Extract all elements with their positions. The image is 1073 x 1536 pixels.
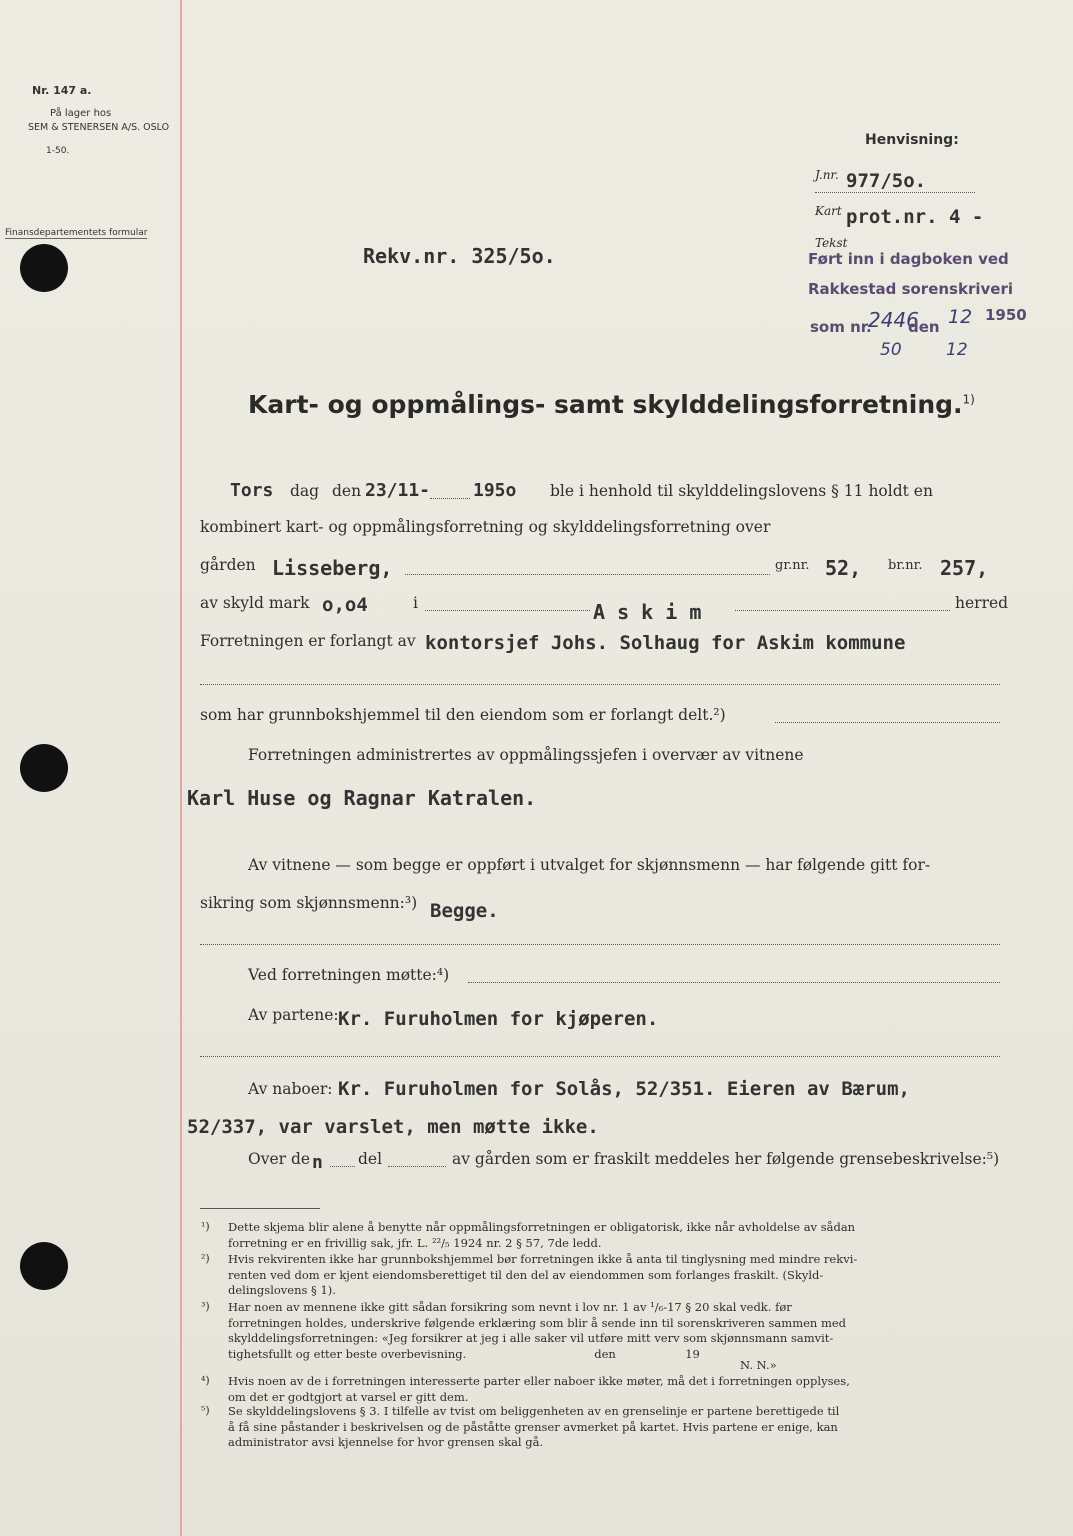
rekv-number: Rekv.nr. 325/5o. bbox=[363, 244, 556, 268]
footnote-line: Hvis rekvirenten ikke har grunnbokshjemmel bør forretningen ikke å anta til tinglysning med mindre rekvi- bbox=[228, 1252, 858, 1266]
requested-by: kontorsjef Johs. Solhaug for Askim kommune bbox=[425, 632, 906, 654]
den-label: den bbox=[332, 482, 362, 500]
jnr-label: J.nr. bbox=[815, 168, 839, 182]
mote-label: Ved forretningen møtte:⁴) bbox=[248, 966, 450, 984]
footnote-line: delingslovens § 1). bbox=[228, 1283, 336, 1297]
over-label: Over de bbox=[248, 1150, 311, 1168]
footnote-line: skylddelingsforretningen: «Jeg forsikrer at jeg i alle saker vil utføre mitt verv som skjønnsmann samvit- bbox=[228, 1331, 834, 1345]
del-label: del bbox=[358, 1150, 383, 1168]
skyld-value: o,o4 bbox=[322, 594, 368, 616]
admin-line: Forretningen administrertes av oppmålingssjefen i overvær av vitnene bbox=[248, 746, 804, 764]
farm-name: Lisseberg, bbox=[272, 556, 393, 580]
requested-label: Forretningen er forlangt av bbox=[200, 632, 416, 650]
municipality: A s k i m bbox=[593, 600, 702, 624]
page-title: Kart- og oppmålings- samt skylddelingsforretning.$^{1)}$ bbox=[248, 390, 975, 419]
form-source: Finansdepartementets formular bbox=[5, 228, 148, 238]
stamp-number-sub: 50 bbox=[880, 340, 902, 360]
grnr-value: 52, bbox=[825, 556, 862, 580]
municipality-dotline-right bbox=[735, 610, 950, 611]
grnr-label: gr.nr. bbox=[775, 558, 810, 573]
stamp-line-2: Rakkestad sorenskriveri bbox=[808, 280, 1013, 298]
stock-line-2: SEM & STENERSEN A/S. OSLO bbox=[28, 122, 170, 133]
footnote-number: ⁴) bbox=[201, 1374, 210, 1387]
mote-dotline bbox=[468, 982, 1000, 983]
punch-hole-bottom bbox=[20, 1242, 68, 1290]
footnote-rule bbox=[200, 1208, 320, 1209]
witnesses: Karl Huse og Ragnar Katralen. bbox=[187, 786, 537, 810]
requested-dotline bbox=[200, 684, 1000, 685]
over-tail: av gården som er fraskilt meddeles her følgende grensebeskrivelse:⁵) bbox=[452, 1150, 1000, 1168]
brnr-value: 257, bbox=[940, 556, 989, 580]
partene-label: Av partene: bbox=[248, 1006, 339, 1024]
over-value: n bbox=[312, 1152, 323, 1173]
footnote-number: ¹) bbox=[201, 1220, 210, 1233]
jnr-dotline bbox=[815, 192, 975, 193]
footnote-line: om det er godtgjort at varsel er gitt dem. bbox=[228, 1389, 469, 1404]
municipality-dotline-left bbox=[425, 610, 590, 611]
footnote-number: ³) bbox=[201, 1300, 210, 1313]
stamp-number: 2446 bbox=[868, 308, 919, 332]
date-code: 1-50. bbox=[46, 146, 70, 156]
kart-label: Kart bbox=[815, 204, 842, 218]
i-label: i bbox=[413, 594, 418, 612]
footnote-line: Dette skjema blir alene å benytte når oppmålingsforretningen er obligatorisk, ikke når avholdelse av sådan bbox=[228, 1220, 856, 1234]
dag-label: dag bbox=[290, 482, 320, 500]
stamp-year: 1950 bbox=[985, 306, 1027, 324]
stamp-day: 12 bbox=[948, 306, 973, 328]
farm-dotline bbox=[405, 574, 770, 575]
form-number: Nr. 147 a. bbox=[32, 84, 92, 97]
brnr-label: br.nr. bbox=[888, 558, 923, 573]
stamp-line-3: som nr. bbox=[810, 318, 872, 336]
grunnbok-dotline bbox=[775, 722, 1000, 723]
body-line-1: ble i henhold til skylddelingslovens § 11 holdt en bbox=[550, 482, 933, 500]
henvisning-label: Henvisning: bbox=[865, 132, 959, 148]
av-vitnene-line: Av vitnene — som begge er oppført i utvalget for skjønnsmenn — har følgende gitt for- bbox=[248, 856, 931, 874]
body-line-2: kombinert kart- og oppmålingsforretning og skylddelingsforretning over bbox=[200, 518, 771, 536]
forsikring-dotline bbox=[200, 944, 1000, 945]
forsikring-label: sikring som skjønnsmenn:³) bbox=[200, 894, 418, 912]
footnote-line: Hvis noen av de i forretningen interesserte parter eller naboer ikke møter, må det i forretningen opplyses, bbox=[228, 1374, 850, 1388]
skyld-label: av skyld mark bbox=[200, 594, 310, 612]
naboer-value-2: 52/337, var varslet, men møtte ikke. bbox=[187, 1116, 599, 1138]
punch-hole-middle bbox=[20, 744, 68, 792]
stock-line-1: På lager hos bbox=[50, 108, 112, 119]
naboer-label: Av naboer: bbox=[248, 1080, 333, 1098]
footnote-line: N. N.» bbox=[740, 1358, 777, 1372]
partene-dotline bbox=[200, 1056, 1000, 1057]
partene-value: Kr. Furuholmen for kjøperen. bbox=[338, 1008, 659, 1030]
footnote-number: ²) bbox=[201, 1252, 210, 1265]
footnote-line: administrator avsi kjennelse for hvor grensen skal gå. bbox=[228, 1435, 544, 1449]
footnote-line: tighetsfullt og etter beste overbevisning. den 19 bbox=[228, 1346, 700, 1361]
punch-hole-top bbox=[20, 244, 68, 292]
over-dotline bbox=[330, 1166, 355, 1167]
tekst-label: Tekst bbox=[815, 236, 848, 250]
weekday: Tors bbox=[230, 480, 274, 501]
date-value: 23/11- bbox=[365, 480, 431, 501]
herred-label: herred bbox=[955, 594, 1009, 612]
title-note: 1) bbox=[962, 392, 975, 407]
garden-label: gården bbox=[200, 556, 256, 574]
prot-value: prot.nr. 4 - bbox=[846, 206, 984, 228]
footnote-number: ⁵) bbox=[201, 1404, 210, 1417]
footnote-line: forretningen holdes, underskrive følgende erklæring som blir å sende inn til sorenskriveren sammen med bbox=[228, 1315, 847, 1330]
stamp-den: den bbox=[908, 318, 940, 336]
footnote-line: Se skylddelingslovens § 3. I tilfelle av tvist om beliggenheten av en grenselinje er partene berettigede til bbox=[228, 1404, 840, 1418]
margin-rule bbox=[180, 0, 182, 1536]
footnote-line: å få sine påstander i beskrivelsen og de påståtte grenser avmerket på kartet. Hvis partene er enige, kan bbox=[228, 1419, 838, 1434]
footnote-line: Har noen av mennene ikke gitt sådan forsikring som nevnt i lov nr. 1 av ¹/₆-17 § 20 skal vedk. før bbox=[228, 1300, 792, 1314]
date-dotline bbox=[430, 498, 470, 499]
stamp-line-1: Ført inn i dagboken ved bbox=[808, 250, 1009, 268]
footnote-line: forretning er en frivillig sak, jfr. L. ²²/₅ 1924 nr. 2 § 57, 7de ledd. bbox=[228, 1235, 602, 1250]
year-value: 195o bbox=[473, 480, 517, 501]
naboer-value-1: Kr. Furuholmen for Solås, 52/351. Eieren av Bærum, bbox=[338, 1078, 910, 1100]
stamp-month: 12 bbox=[946, 340, 968, 360]
grunnbok-line: som har grunnbokshjemmel til den eiendom som er forlangt delt.²) bbox=[200, 706, 726, 724]
forsikring-value: Begge. bbox=[430, 900, 499, 922]
footnote-line: renten ved dom er kjent eiendomsberettiget til den del av eiendommen som forlanges fraskilt. (Skyld- bbox=[228, 1267, 824, 1282]
jnr-value: 977/5o. bbox=[846, 170, 927, 192]
del-dotline bbox=[388, 1166, 446, 1167]
